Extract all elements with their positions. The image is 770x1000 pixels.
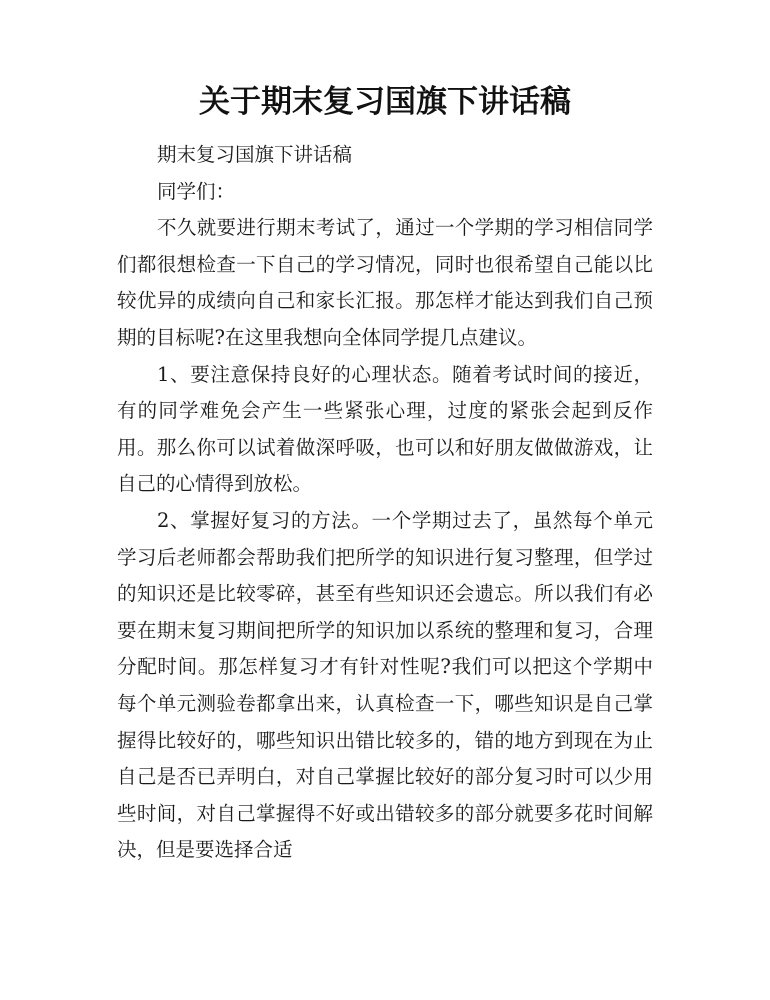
paragraph-intro: 不久就要进行期末考试了，通过一个学期的学习相信同学们都很想检查一下自己的学习情况，同时也很希望自己能以比较优异的成绩向自己和家长汇报。那怎样才能达到我们自己预期的目标呢?在这里我想向全体同学提几点建议。 bbox=[117, 216, 653, 349]
paragraph-greeting: 同学们： bbox=[157, 179, 236, 203]
document-title: 关于期末复习国旗下讲话稿 bbox=[199, 84, 571, 120]
document-body bbox=[117, 137, 653, 869]
paragraph-point-2: 2、掌握好复习的方法。一个学期过去了，虽然每个单元学习后老师都会帮助我们把所学的知识进行复习整理，但学过的知识还是比较零碎，甚至有些知识还会遗忘。所以我们有必要在期末复习期间把所学的知识加以系统的整理和复习，合理分配时间。那怎样复习才有针对性呢?我们可以把这个学期中每个单元测验卷都拿出来，认真检查一下，哪些知识是自己掌握得比较好的，哪些知识出错比较多的，错的地方到现在为止自己是否已弄明白，对自己掌握比较好的部分复习时可以少用些时间，对自己掌握得不好或出错较多的部分就要多花时间解决，但是要选择合适 bbox=[117, 508, 653, 862]
paragraph-point-1: 1、要注意保持良好的心理状态。随着考试时间的接近，有的同学难免会产生一些紧张心理，过度的紧张会起到反作用。那么你可以试着做深呼吸，也可以和好朋友做做游戏，让自己的心情得到放松。 bbox=[117, 362, 653, 496]
paragraph-subtitle: 期末复习国旗下讲话稿 bbox=[157, 143, 353, 166]
